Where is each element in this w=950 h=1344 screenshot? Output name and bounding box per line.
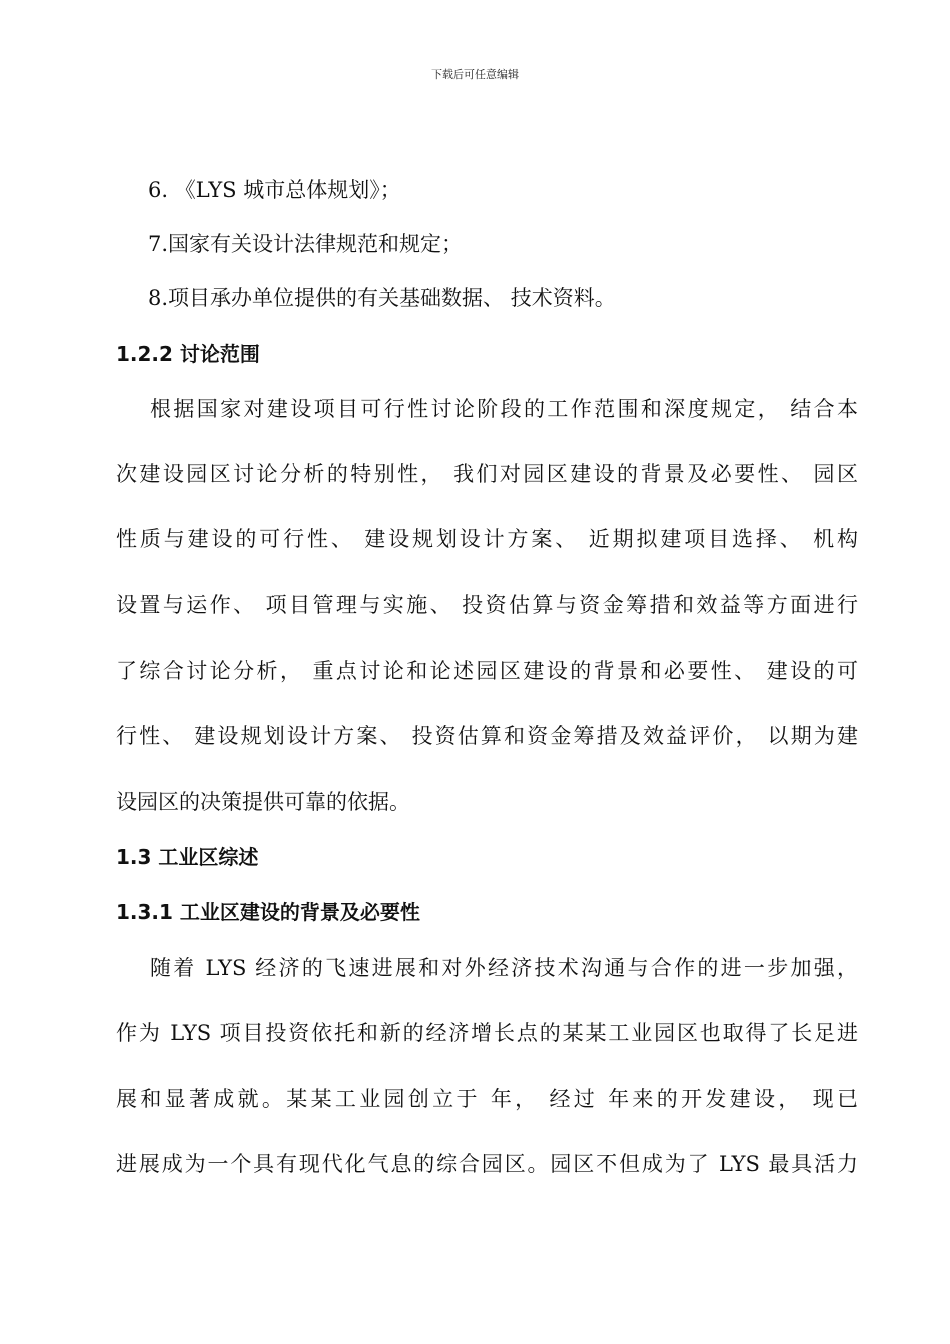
paragraph-line: 展和显著成就。某某工业园创立于 年， 经过 年来的开发建设， 现已 xyxy=(116,1087,858,1111)
list-item-6: 6. 《LYS 城市总体规划》； xyxy=(148,178,401,202)
paragraph-line: 作为 LYS 项目投资依托和新的经济增长点的某某工业园区也取得了长足进 xyxy=(116,1021,858,1045)
paragraph-line: 性质与建设的可行性、 建设规划设计方案、 近期拟建项目选择、 机构 xyxy=(116,527,858,551)
paragraph-line: 行性、 建设规划设计方案、 投资估算和资金筹措及效益评价， 以期为建 xyxy=(116,724,858,748)
paragraph-line: 根据国家对建设项目可行性讨论阶段的工作范围和深度规定， 结合本 xyxy=(150,397,858,421)
paragraph-line: 了综合讨论分析， 重点讨论和论述园区建设的背景和必要性、 建设的可 xyxy=(116,659,858,683)
page-header-note: 下载后可任意编辑 xyxy=(431,68,519,81)
section-heading-1-3-1: 1.3.1 工业区建设的背景及必要性 xyxy=(116,900,420,924)
paragraph-line: 进展成为一个具有现代化气息的综合园区。园区不但成为了 LYS 最具活力 xyxy=(116,1152,858,1176)
paragraph-line: 设置与运作、 项目管理与实施、 投资估算与资金筹措和效益等方面进行 xyxy=(116,593,858,617)
section-heading-1-2-2: 1.2.2 讨论范围 xyxy=(116,342,260,366)
paragraph-line: 设园区的决策提供可靠的依据。 xyxy=(116,790,410,814)
section-heading-1-3: 1.3 工业区综述 xyxy=(116,845,259,869)
list-item-7: 7.国家有关设计法律规范和规定； xyxy=(148,232,463,256)
list-item-8: 8.项目承办单位提供的有关基础数据、 技术资料。 xyxy=(148,286,616,310)
paragraph-line: 随着 LYS 经济的飞速进展和对外经济技术沟通与合作的进一步加强， xyxy=(150,956,858,980)
paragraph-line: 次建设园区讨论分析的特别性， 我们对园区建设的背景及必要性、 园区 xyxy=(116,462,858,486)
